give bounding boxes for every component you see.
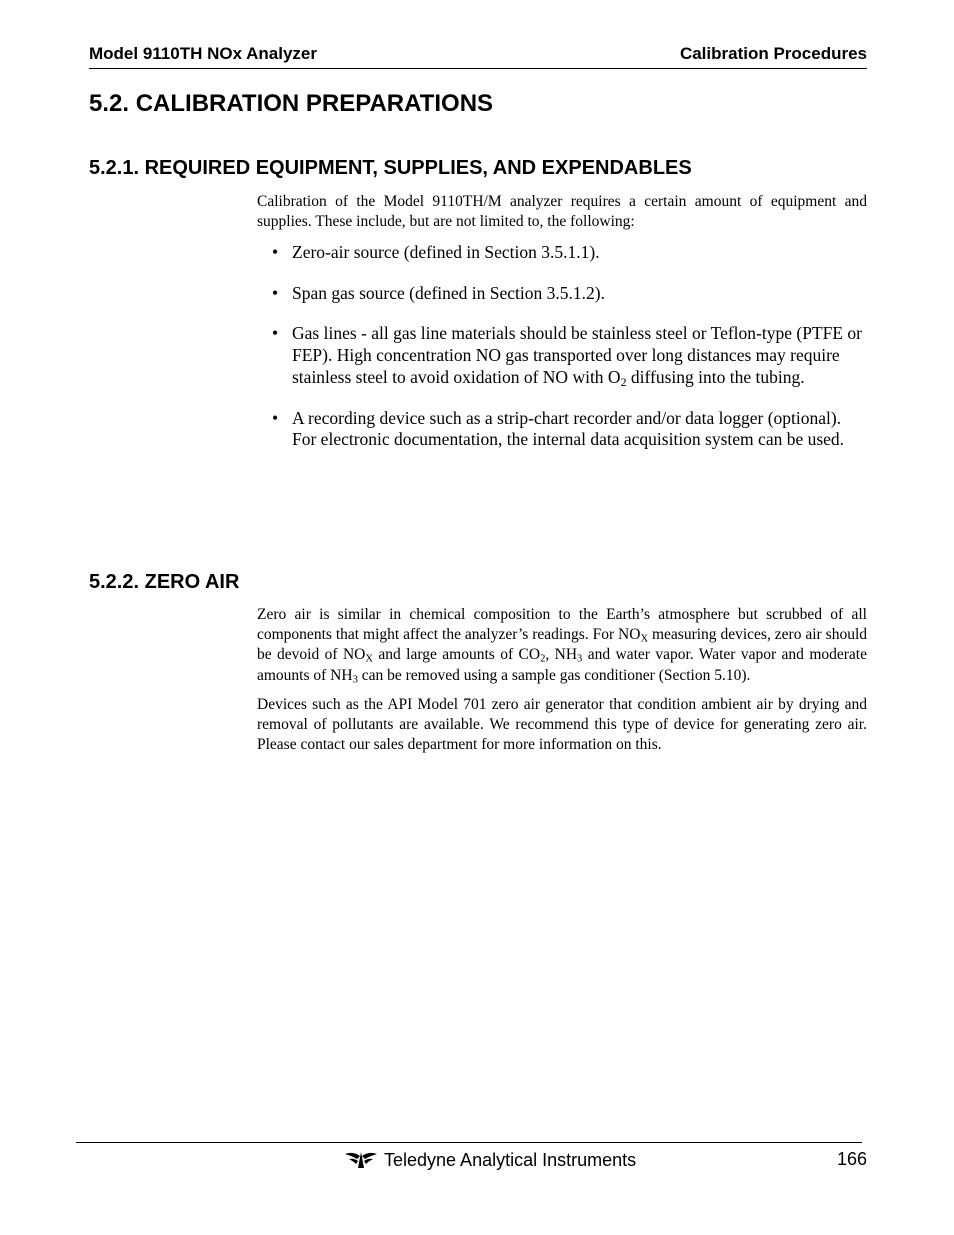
zero-air-body bbox=[257, 605, 867, 755]
subscript: 2 bbox=[620, 374, 627, 389]
gas-lines-text: Gas lines - all gas line materials should be stainless steel or Teflon-type (PTFE or FEP). High concentration NO gas transported over long distances may require stainless steel to avoid oxidation of NO with O bbox=[292, 323, 862, 387]
subscript: X bbox=[365, 654, 373, 666]
bullet-icon: • bbox=[272, 282, 279, 303]
subscript: 2 bbox=[540, 654, 546, 666]
subsection-title-zero-air: 5.2.2. ZERO AIR bbox=[89, 571, 240, 593]
text-run: , NH bbox=[545, 646, 578, 664]
footer-divider bbox=[76, 1142, 862, 1143]
equipment-list bbox=[272, 242, 867, 470]
list-item bbox=[272, 408, 867, 451]
subscript: X bbox=[640, 633, 649, 645]
bullet-icon: • bbox=[272, 323, 279, 344]
text-run: can be removed using a sample gas conditioner (Section 5.10). bbox=[357, 666, 751, 684]
text-run: Zero air is similar in chemical composition to the Earth’s atmosphere but scrubbed of all components that might affect the analyzer’s readings. For NO bbox=[257, 606, 867, 644]
list-item bbox=[272, 323, 867, 388]
list-item-text: Zero-air source (defined in Section 3.5.1.1). bbox=[292, 242, 600, 262]
list-item-text: Span gas source (defined in Section 3.5.1.2). bbox=[292, 282, 605, 303]
list-item-text: A recording device such as a strip-chart recorder and/or data logger (optional). For electronic documentation, the internal data acquisition system can be used. bbox=[292, 407, 845, 450]
footer-brand bbox=[344, 1148, 636, 1172]
page-number: 166 bbox=[836, 1149, 867, 1169]
text-run: and large amounts of CO bbox=[372, 646, 541, 664]
equipment-intro-text: Calibration of the Model 9110TH/M analyzer requires a certain amount of equipment and supplies. These include, but are not limited to, the following: bbox=[257, 193, 867, 231]
footer-brand-text: Teledyne Analytical Instruments bbox=[384, 1149, 637, 1170]
gas-lines-text-end: diffusing into the tubing. bbox=[626, 366, 805, 387]
list-item bbox=[272, 242, 867, 264]
bullet-icon: • bbox=[272, 407, 279, 428]
text-run: measuring devices, zero air should be devoid of NO bbox=[257, 626, 867, 664]
bullet-icon: • bbox=[272, 242, 279, 262]
zero-air-paragraph-2: Devices such as the API Model 701 zero air generator that condition ambient air by drying and removal of pollutants are available. We recommend this type of device for generating zero air. Please contact our sales department for more information on this. bbox=[257, 695, 867, 754]
subscript: 3 bbox=[577, 654, 583, 666]
text-run: and water vapor. Water vapor and moderate amounts of NH bbox=[257, 646, 867, 684]
list-item bbox=[272, 283, 867, 305]
subsection-title-equipment: 5.2.1. REQUIRED EQUIPMENT, SUPPLIES, AND EXPENDABLES bbox=[89, 157, 692, 179]
section-title: 5.2. CALIBRATION PREPARATIONS bbox=[89, 90, 494, 117]
list-item-text bbox=[292, 323, 862, 389]
subscript: 3 bbox=[352, 674, 358, 686]
teledyne-logo-icon bbox=[344, 1150, 378, 1170]
header-chapter: Calibration Procedures bbox=[679, 44, 867, 63]
zero-air-paragraph-1 bbox=[257, 605, 867, 686]
page-header bbox=[89, 44, 867, 69]
equipment-intro bbox=[257, 192, 867, 232]
header-model: Model 9110TH NOx Analyzer bbox=[89, 44, 318, 63]
